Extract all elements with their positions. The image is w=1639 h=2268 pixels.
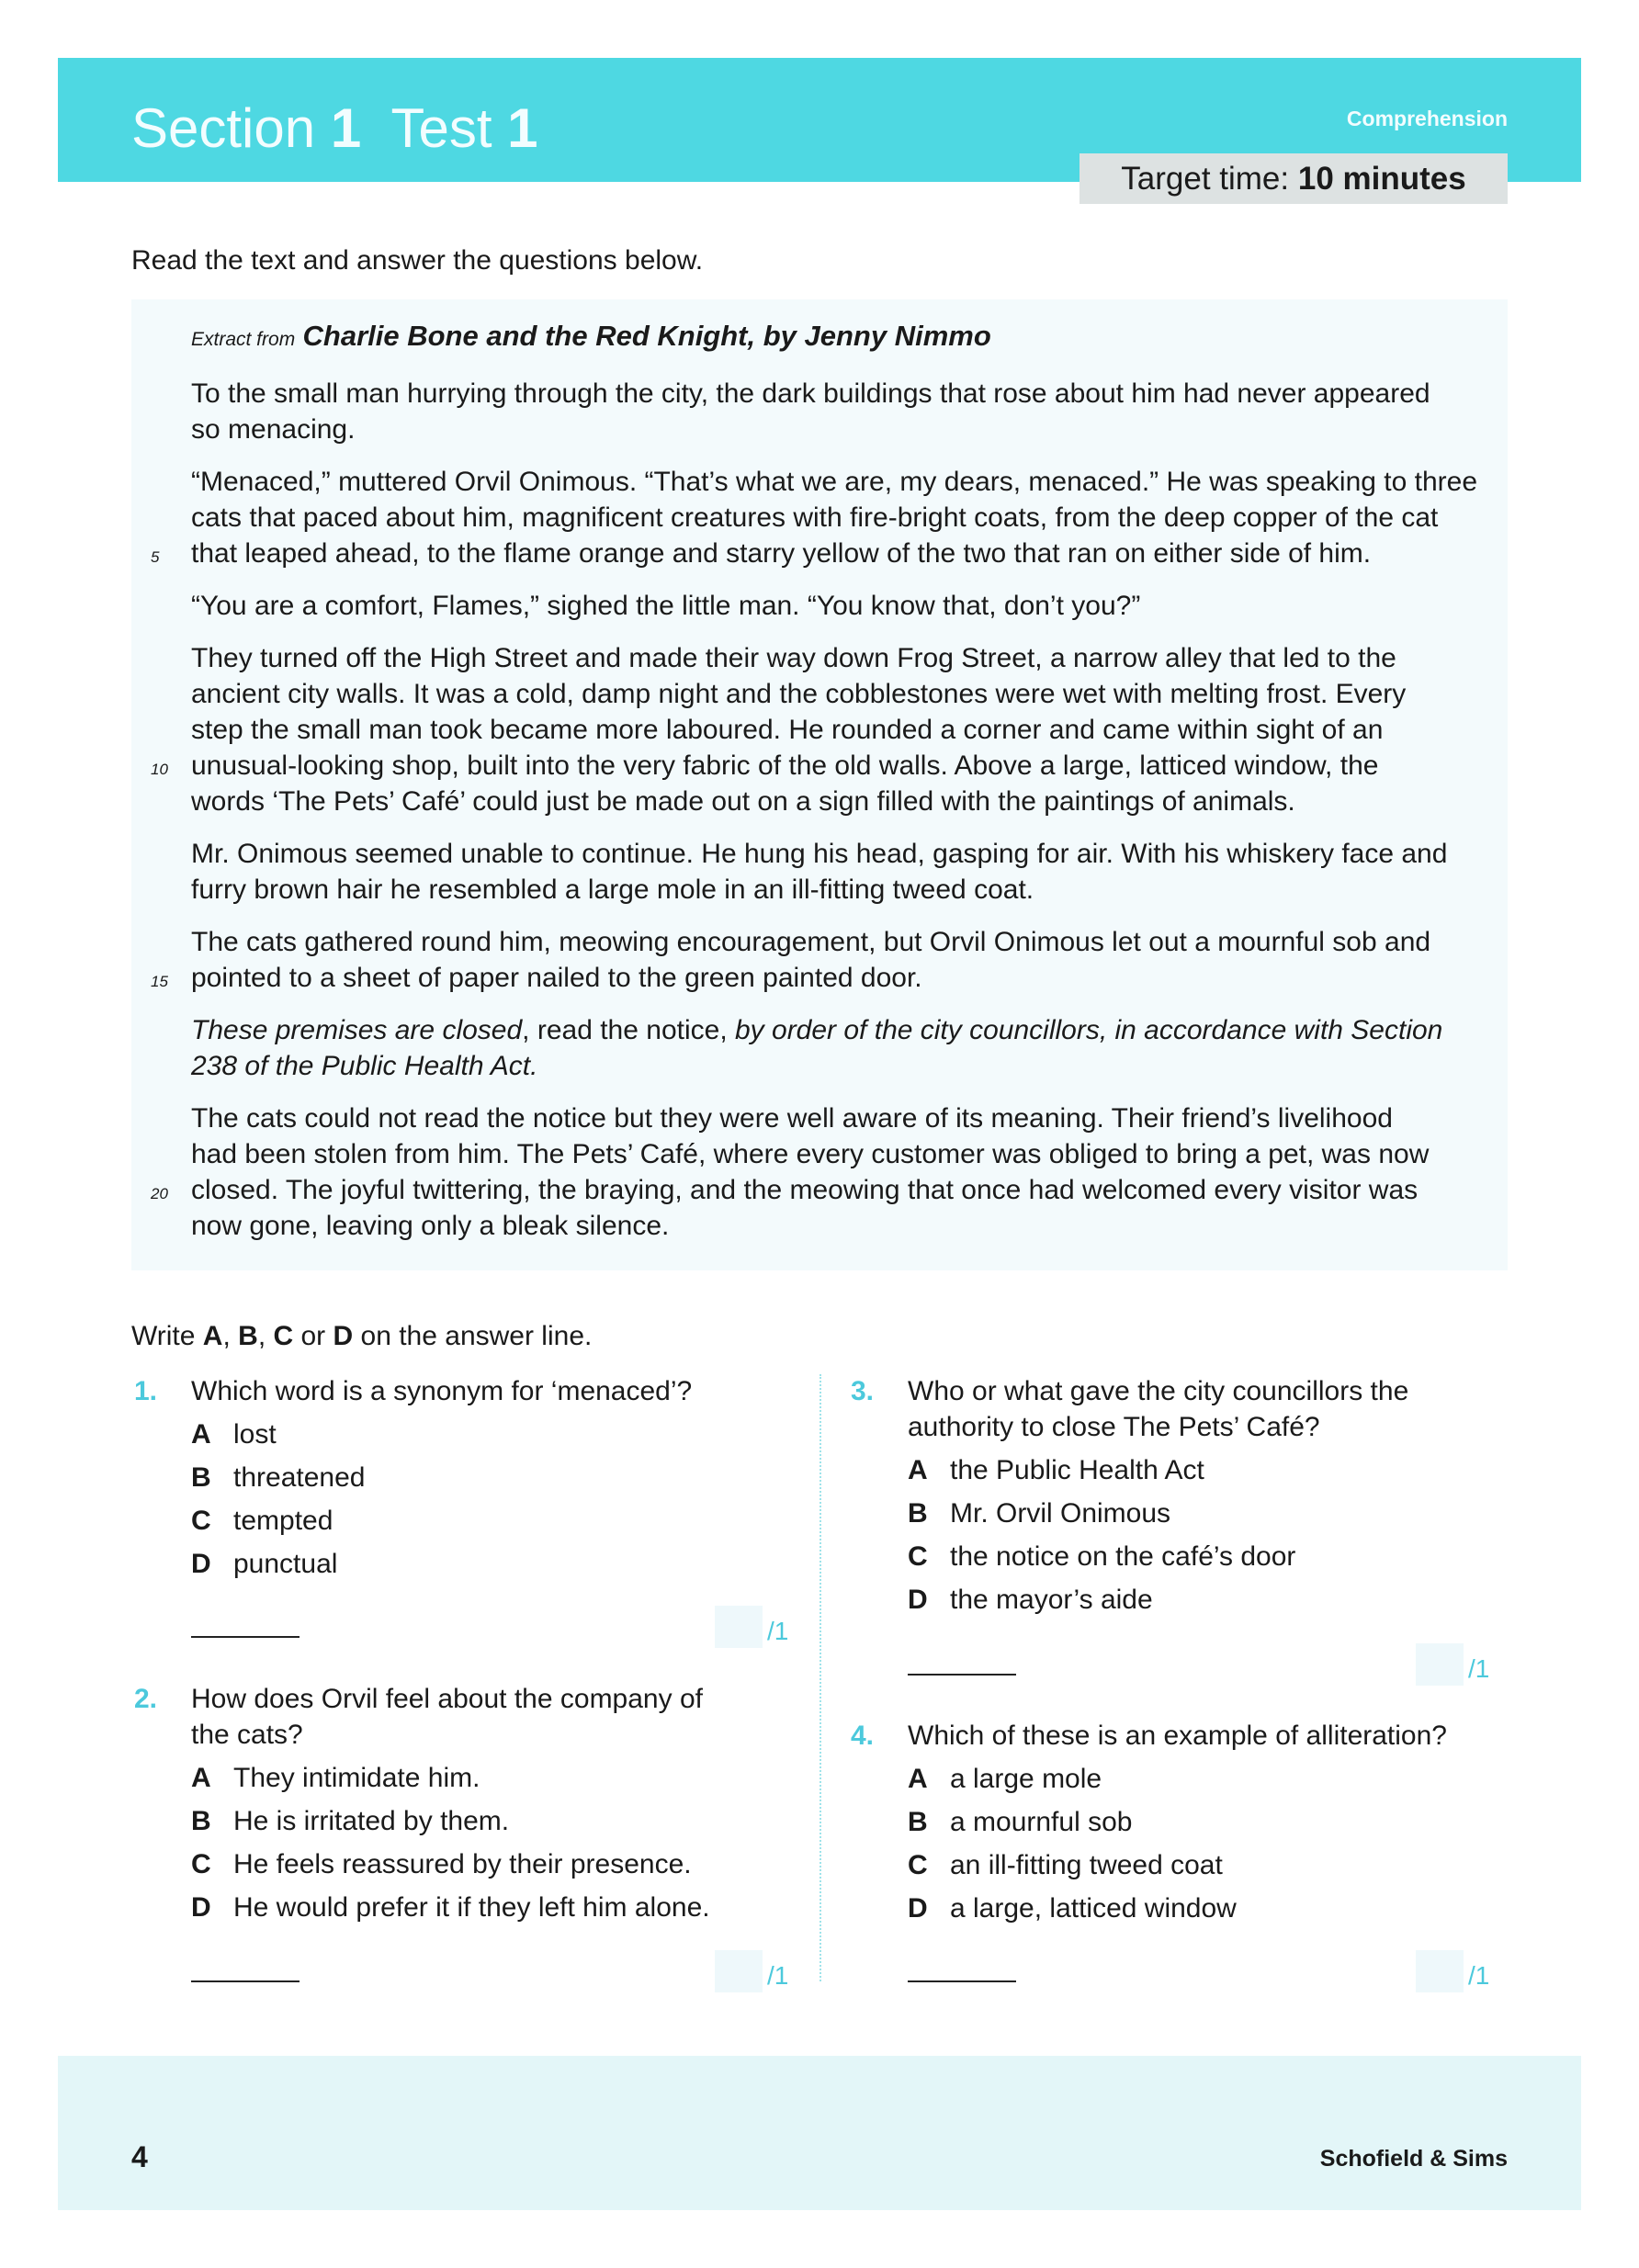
passage-line [151,536,1477,571]
question-text: the cats? [191,1720,303,1750]
mark-box[interactable] [715,1950,763,1992]
target-time-value: 10 minutes [1297,161,1466,197]
mark-box[interactable] [1416,1950,1464,1992]
passage-line [191,784,1477,819]
passage-line-text: They turned off the High Street and made their way down Frog Street, a narrow alley that led to the [191,643,1396,673]
option-b [191,1803,509,1839]
passage-line-text: step the small man took became more laboured. He rounded a corner and came within sight of an [191,715,1384,745]
passage-line [191,676,1477,712]
passage-line-text: closed. The joyful twittering, the braying, and the meowing that once had welcomed every visitor was [191,1175,1419,1205]
option-letter: A [191,1419,211,1450]
passage-line [191,712,1477,748]
passage-line [191,640,1477,676]
question-number: 4. [851,1721,875,1751]
option-text: punctual [233,1549,338,1579]
line-number: 20 [151,1185,168,1202]
passage-line-text: The cats gathered round him, meowing encouragement, but Orvil Onimous let out a mournful sob and [191,927,1431,957]
option-text: a large, latticed window [950,1893,1237,1924]
question-text: Who or what gave the city councillors the [908,1376,1409,1406]
option-letter: D [908,1585,928,1615]
option-text: He would prefer it if they left him alone. [233,1892,710,1923]
option-text: a mournful sob [950,1807,1133,1837]
option-text: a large mole [950,1764,1102,1794]
passage-paragraph [191,588,1477,624]
passage-line [191,1136,1477,1172]
option-text: the notice on the café’s door [950,1541,1296,1572]
answer-line[interactable] [908,1674,1016,1676]
option-letter: B [191,1462,211,1493]
instruction-text: Read the text and answer the questions below. [131,245,704,276]
passage-line-text: “You are a comfort, Flames,” sighed the little man. “You know that, don’t you?” [191,591,1141,621]
passage-line-text: had been stolen from him. The Pets’ Café, where every customer was obliged to bring a pet, was now [191,1139,1430,1169]
option-letter: C [191,1849,211,1879]
target-time-box [1079,153,1508,204]
passage-line-text: To the small man hurrying through the city, the dark buildings that rose about him had never appeared [191,378,1430,409]
option-text: lost [233,1419,277,1450]
passage-text [151,376,1478,1244]
option-d [908,1582,1153,1618]
passage-line-text: “Menaced,” muttered Orvil Onimous. “That’s what we are, my dears, menaced.” He was speaking to three [191,467,1478,497]
extract-from-label: Extract from [191,329,296,350]
option-letter: D [191,1892,211,1923]
option-d [908,1890,1237,1926]
option-letter: C [908,1541,928,1572]
passage-line-text: words ‘The Pets’ Café’ could just be made out on a sign filled with the paintings of animals. [191,786,1295,817]
passage-line-text: that leaped ahead, to the flame orange and starry yellow of the two that ran on either side of him. [191,538,1372,569]
question-number: 2. [134,1684,158,1714]
mark-total: /1 [767,1961,789,1990]
option-letter: B [191,1806,211,1836]
option-letter: B [908,1807,928,1837]
passage-paragraph [151,640,1477,819]
mark-box[interactable] [1416,1643,1464,1686]
line-number: 5 [151,548,160,566]
footer [58,2056,1581,2210]
line-number: 10 [151,761,168,778]
passage-paragraph [151,924,1477,996]
question-text: Which word is a synonym for ‘menaced’? [191,1376,693,1406]
column-divider [820,1374,821,1981]
target-time-label: Target time: [1121,161,1290,197]
passage-line [191,924,1477,960]
passage-line [151,1172,1477,1208]
option-letter: B [908,1498,928,1529]
passage-paragraph [191,376,1477,447]
question-text: How does Orvil feel about the company of [191,1684,703,1714]
option-text: threatened [233,1462,366,1493]
publisher-name: Schofield & Sims [1319,2146,1508,2172]
passage-line-text: The cats could not read the notice but they were well aware of its meaning. Their friend’s livelihood [191,1103,1393,1134]
passage-line [191,872,1477,908]
line-number: 15 [151,973,168,990]
test-number: 1 [507,97,538,159]
passage-line-text: now gone, leaving only a bleak silence. [191,1211,670,1241]
option-text: He feels reassured by their presence. [233,1849,692,1879]
passage-line [191,376,1477,412]
passage-paragraph [151,464,1478,571]
option-letter: A [908,1455,928,1485]
passage-line [151,960,1477,996]
answer-line[interactable] [191,1980,300,1982]
option-b [191,1460,365,1495]
passage-segment: 238 of the Public Health Act. [191,1051,538,1081]
passage-line [191,500,1477,536]
answer-instruction: Write A, B, C or D on the answer line. [131,1321,593,1351]
option-c [908,1847,1223,1883]
section-label: Section [131,97,316,159]
option-d [191,1546,337,1582]
passage-paragraph [191,836,1477,908]
option-letter: A [191,1763,211,1793]
passage-source [191,318,1477,357]
mark-total: /1 [767,1617,789,1645]
option-letter: C [191,1506,211,1536]
passage-line [191,1012,1477,1048]
option-letter: A [908,1764,928,1794]
answer-line[interactable] [191,1636,300,1638]
option-d [191,1890,710,1925]
answer-line[interactable] [908,1980,1016,1982]
mark-box[interactable] [715,1606,763,1648]
option-text: Mr. Orvil Onimous [950,1498,1171,1529]
mark-total: /1 [1468,1961,1490,1990]
passage-line-text: Mr. Onimous seemed unable to continue. He hung his head, gasping for air. With his whiskery face and [191,839,1448,869]
option-letter: C [908,1850,928,1880]
question-text: authority to close The Pets’ Café? [908,1412,1320,1442]
option-text: the mayor’s aide [950,1585,1153,1615]
question-number: 3. [851,1376,875,1406]
option-c [908,1539,1295,1574]
option-letter: D [908,1893,928,1924]
option-a [908,1452,1204,1488]
option-text: He is irritated by them. [233,1806,510,1836]
passage-box [131,299,1508,1270]
passage-line [191,588,1477,624]
passage-paragraph [151,1100,1477,1244]
option-text: the Public Health Act [950,1455,1204,1485]
passage-line-text: pointed to a sheet of paper nailed to the green painted door. [191,963,922,993]
test-label: Test [390,97,492,159]
option-c [191,1503,333,1539]
section-number: 1 [330,97,362,159]
option-letter: D [191,1549,211,1579]
option-c [191,1846,692,1882]
question-number: 1. [134,1376,158,1406]
page-title [131,96,538,161]
passage-segment: , read the notice, [522,1015,735,1045]
passage-title: Charlie Bone and the Red Knight, by Jenny Nimmo [302,320,991,352]
passage-line-text: so menacing. [191,414,356,445]
question-text: Which of these is an example of alliteration? [908,1721,1447,1751]
passage-line-text: furry brown hair he resembled a large mole in an ill-fitting tweed coat. [191,874,1034,905]
option-b [908,1495,1170,1531]
passage-segment: by order of the city councillors, in accordance with Section [734,1015,1443,1045]
option-a [908,1761,1102,1797]
passage-line-text: ancient city walls. It was a cold, damp night and the cobblestones were wet with melting frost. Every [191,679,1407,709]
option-text: tempted [233,1506,333,1536]
passage-paragraph [191,1012,1477,1084]
passage-line [191,464,1477,500]
passage-segment: These premises are closed [191,1015,523,1045]
passage-line [191,1208,1477,1244]
passage-line-text: unusual-looking shop, built into the very fabric of the old walls. Above a large, latticed window, the [191,750,1379,781]
option-text: an ill-fitting tweed coat [950,1850,1223,1880]
passage-line [191,1048,1477,1084]
mark-total: /1 [1468,1654,1490,1683]
passage-line [191,1100,1477,1136]
option-a [191,1760,480,1796]
page-number: 4 [131,2140,148,2173]
passage-line [191,412,1477,447]
subject-label: Comprehension [1346,107,1508,130]
passage-line [191,836,1477,872]
option-b [908,1804,1132,1840]
passage-line [151,748,1477,784]
passage-line-text: cats that paced about him, magnificent creatures with fire-bright coats, from the deep copper of the cat [191,502,1439,533]
option-text: They intimidate him. [233,1763,480,1793]
option-a [191,1416,277,1452]
